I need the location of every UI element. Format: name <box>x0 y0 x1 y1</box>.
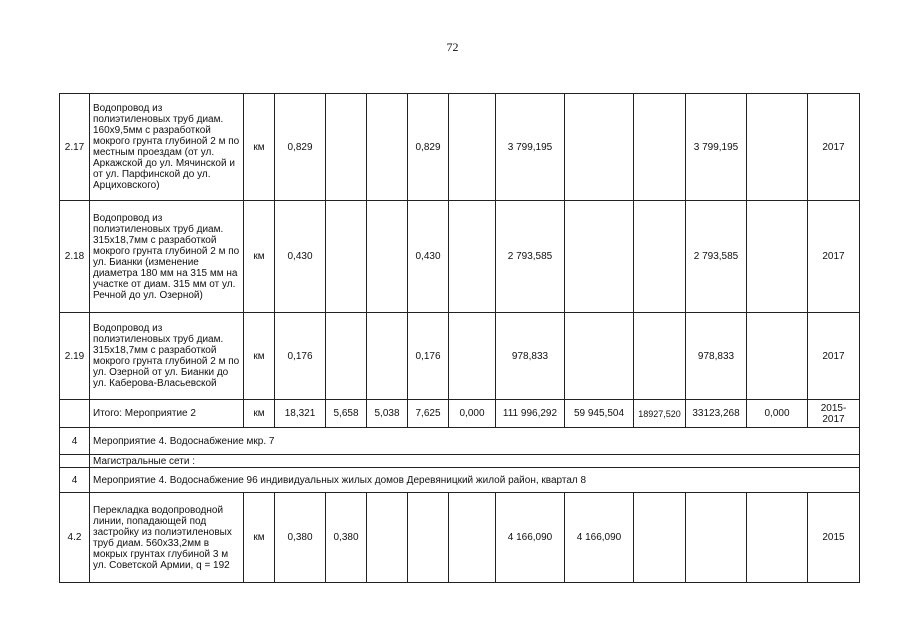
cell-cost-total: 978,833 <box>496 313 565 400</box>
cell-length-2018: 0,000 <box>449 400 496 428</box>
cell-length-2016: 5,038 <box>367 400 408 428</box>
section-number: 4 <box>60 428 90 455</box>
cell-cost-2015: 59 945,504 <box>565 400 634 428</box>
cell-cost-total: 4 166,090 <box>496 493 565 583</box>
cell-cost-total: 111 996,292 <box>496 400 565 428</box>
table-row <box>60 94 860 201</box>
cell-length-2015: 5,658 <box>326 400 367 428</box>
cell-length-2017: 0,829 <box>408 94 449 201</box>
cell-cost-total: 2 793,585 <box>496 201 565 313</box>
cell-cost-2018 <box>747 201 808 313</box>
cell-cost-total: 3 799,195 <box>496 94 565 201</box>
cell-length-2015 <box>326 94 367 201</box>
section-row <box>60 455 860 468</box>
row-description: Перекладка водопроводной линии, попадающей под застройку из полиэтиленовых труб диам. 560х33,2мм в мокрых грунтах глубиной 3 м ул. Советской Армии, q = 192 <box>90 493 244 583</box>
cell-length-2017: 7,625 <box>408 400 449 428</box>
cell-cost-2015 <box>565 201 634 313</box>
cell-length-2017: 0,430 <box>408 201 449 313</box>
cell-length-2017 <box>408 493 449 583</box>
section-title: Мероприятие 4. Водоснабжение мкр. 7 <box>90 428 860 455</box>
cell-length-2015: 0,380 <box>326 493 367 583</box>
cell-cost-2015 <box>565 313 634 400</box>
cell-cost-2015: 4 166,090 <box>565 493 634 583</box>
cell-year: 2017 <box>808 94 860 201</box>
cell-cost-2018: 0,000 <box>747 400 808 428</box>
section-number <box>60 455 90 468</box>
cell-cost-2018 <box>747 493 808 583</box>
cell-cost-2017: 33123,268 <box>686 400 747 428</box>
cell-length-2018 <box>449 94 496 201</box>
row-description: Водопровод из полиэтиленовых труб диам. 315х18,7мм с разработкой мокрого грунта глубиной 2 м по ул. Бианки (изменение диаметра 180 мм на 315 мм на участке от диам. 315 мм от ул. Речной до ул. Озерной) <box>90 201 244 313</box>
total-row <box>60 400 860 428</box>
cell-cost-2017: 3 799,195 <box>686 94 747 201</box>
section-row <box>60 428 860 455</box>
row-number: 2.19 <box>60 313 90 400</box>
total-label: Итого: Мероприятие 2 <box>90 400 244 428</box>
row-unit: км <box>244 201 275 313</box>
cell-length-total: 18,321 <box>275 400 326 428</box>
cell-cost-2017: 978,833 <box>686 313 747 400</box>
cell-cost-2016 <box>634 313 686 400</box>
section-title: Мероприятие 4. Водоснабжение 96 индивидуальных жилых домов Деревяницкий жилой район, квартал 8 <box>90 468 860 493</box>
cell-cost-2015 <box>565 94 634 201</box>
cell-length-2016 <box>367 313 408 400</box>
cell-cost-2016 <box>634 94 686 201</box>
table-row <box>60 313 860 400</box>
cell-length-total: 0,176 <box>275 313 326 400</box>
cell-length-2016 <box>367 94 408 201</box>
cell-length-2016 <box>367 493 408 583</box>
cell-length-2016 <box>367 201 408 313</box>
cell-year: 2015 <box>808 493 860 583</box>
row-unit: км <box>244 493 275 583</box>
cell-length-2018 <box>449 493 496 583</box>
table-row <box>60 493 860 583</box>
table-row <box>60 201 860 313</box>
row-number: 4.2 <box>60 493 90 583</box>
cell-year: 2015-2017 <box>808 400 860 428</box>
row-description: Водопровод из полиэтиленовых труб диам. 315х18,7мм с разработкой мокрого грунта глубиной 2 м по ул. Озерной от ул. Бианки до ул. Каберова-Власьевской <box>90 313 244 400</box>
row-number: 2.17 <box>60 94 90 201</box>
cell-year: 2017 <box>808 313 860 400</box>
section-row <box>60 468 860 493</box>
cell-length-2017: 0,176 <box>408 313 449 400</box>
cell-cost-2016: 18927,520 <box>634 400 686 428</box>
cell-length-total: 0,380 <box>275 493 326 583</box>
row-unit: км <box>244 313 275 400</box>
cell-length-2018 <box>449 201 496 313</box>
cell-cost-2016 <box>634 493 686 583</box>
cell-cost-2016 <box>634 201 686 313</box>
row-unit: км <box>244 94 275 201</box>
cell-cost-2017: 2 793,585 <box>686 201 747 313</box>
cell-length-2015 <box>326 313 367 400</box>
cell-length-2018 <box>449 313 496 400</box>
cell-year: 2017 <box>808 201 860 313</box>
cell-cost-2018 <box>747 94 808 201</box>
cell-cost-2018 <box>747 313 808 400</box>
cell-length-total: 0,430 <box>275 201 326 313</box>
section-title: Магистральные сети : <box>90 455 860 468</box>
cell-cost-2017 <box>686 493 747 583</box>
section-number: 4 <box>60 468 90 493</box>
row-number <box>60 400 90 428</box>
page-number: 72 <box>446 40 459 54</box>
row-description: Водопровод из полиэтиленовых труб диам. 160х9,5мм с разработкой мокрого грунта глубиной 2 м по местным проездам (от ул. Аркажской до ул. Мячинской и от ул. Парфинской до ул. Арциховского) <box>90 94 244 201</box>
cell-length-total: 0,829 <box>275 94 326 201</box>
investment-table <box>59 93 860 583</box>
cell-length-2015 <box>326 201 367 313</box>
row-number: 2.18 <box>60 201 90 313</box>
row-unit: км <box>244 400 275 428</box>
